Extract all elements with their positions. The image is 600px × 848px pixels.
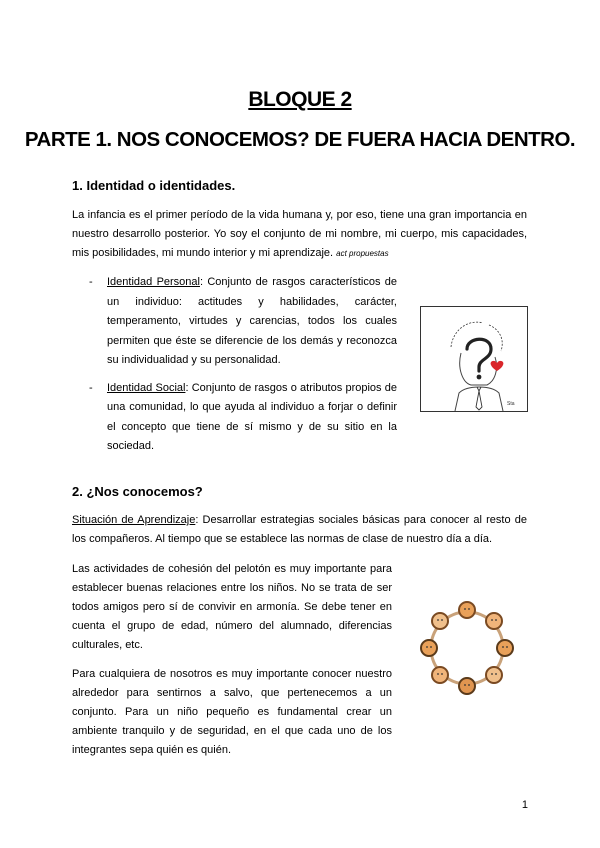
children-circle-illustration	[412, 596, 522, 700]
document-subtitle: PARTE 1. NOS CONOCEMOS? DE FUERA HACIA DENTRO.	[24, 128, 576, 151]
term-identidad-social: Identidad Social	[107, 381, 186, 394]
document-title: BLOQUE 2	[248, 88, 352, 111]
section1-note: act propuestas	[336, 249, 389, 258]
svg-text:Sta: Sta	[507, 401, 515, 407]
children-circle-icon	[412, 596, 522, 700]
section2-paragraph-2: Para cualquiera de nosotros es muy importante conocer nuestro alrededor para sentirnos a salvo, que pertenecemos a un conjunto. Para un niño pequeño es fundamental crear un ambiente tranquilo y de seguridad, en el que cada uno de los integrantes sepa quién es quién.	[72, 668, 392, 756]
identity-list	[72, 273, 397, 457]
bullet-dash: -	[89, 381, 93, 394]
term-identidad-personal: Identidad Personal	[107, 276, 200, 288]
section1-heading: 1. Identidad o identidades.	[72, 178, 236, 193]
section1-paragraph-text: La infancia es el primer período de la vida humana y, por eso, tiene una gran importancia en nuestro desarrollo posterior. Yo soy el conjunto de mi nombre, mi cuerpo, mis capacidades, mis posibilidades, mi mundo interior y mi aprendizaje.	[72, 209, 527, 259]
page-number: 1	[521, 799, 528, 811]
question-head-icon	[421, 307, 527, 411]
situation-text: : Desarrollar estrategias sociales básicas para conocer al resto de los compañeros. Al tiempo que se establece las normas de clase de nuestro día a día.	[72, 514, 527, 545]
bullet-text: : Conjunto de rasgos característicos de un individuo: actitudes y habilidades, carácter, temperamento, virtudes y carencias, todos los cuales permiten que éste se diferencie de los demás y reconozca su individualidad y su personalidad.	[107, 276, 397, 366]
list-item	[72, 379, 397, 457]
identity-illustration	[420, 306, 528, 412]
section2-heading: 2. ¿Nos conocemos?	[72, 484, 203, 499]
section1-paragraph	[72, 206, 527, 263]
section2-paragraph-1: Las actividades de cohesión del pelotón es muy importante para establecer buenas relaciones entre los niños. No se trata de ser todos amigos pero sí de convivir en armonía. Se debe tener en cuenta el grupo de edad, número del alumnado, diferencias culturales, etc.	[72, 563, 392, 651]
situation-term: Situación de Aprendizaje	[72, 514, 196, 526]
bullet-text: : Conjunto de rasgos o atributos propios de una comunidad, lo que ayuda al individuo a forjar o definir el concepto que tiene de sí mismo y de su sitio en la sociedad.	[107, 381, 397, 452]
situation-paragraph	[72, 511, 527, 549]
list-item	[72, 273, 397, 371]
bullet-dash: -	[89, 276, 93, 288]
